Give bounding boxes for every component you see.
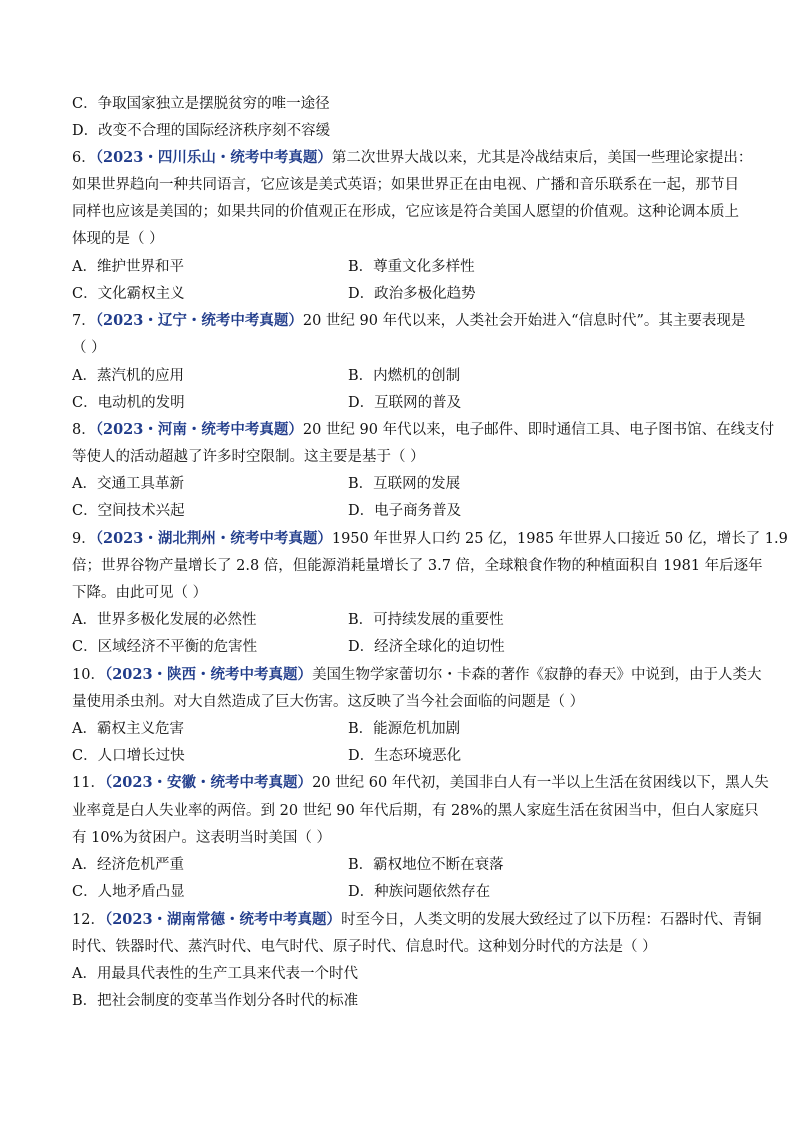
question-number: 10． <box>72 667 105 683</box>
question-11-line2: 业率竟是白人失业率的两倍。到 20 世纪 90 年代后期，有 28%的黑人家庭生活在贫困当中，但白人家庭只 <box>72 803 759 819</box>
question-8-stem <box>72 420 775 440</box>
question-10-stem <box>72 665 762 685</box>
question-6-option-d: D．政治多极化趋势 <box>348 286 476 302</box>
question-9-option-d: D．经济全球化的迫切性 <box>348 639 505 655</box>
question-7-line2: （ ） <box>72 340 106 356</box>
question-11-stem <box>72 773 769 793</box>
question-8-option-a: A．交通工具革新 <box>72 476 184 492</box>
question-10-line2: 量使用杀虫剂。对大自然造成了巨大伤害。这反映了当今社会面临的问题是（ ） <box>72 694 585 710</box>
question-11-option-a: A．经济危机严重 <box>72 857 184 873</box>
question-10-option-a: A．霸权主义危害 <box>72 721 184 737</box>
question-8-option-b: B．互联网的发展 <box>348 476 461 492</box>
question-9-option-c: C．区域经济不平衡的危害性 <box>72 639 258 655</box>
question-7-stem <box>72 311 746 331</box>
question-11-option-c: C．人地矛盾凸显 <box>72 884 185 900</box>
question-8-line2: 等使人的活动超越了许多时空限制。这主要是基于（ ） <box>72 449 425 465</box>
question-number: 7． <box>72 313 96 329</box>
question-9-stem <box>72 529 788 549</box>
question-text: 20 世纪 90 年代以来，人类社会开始进入“信息时代”。其主要表现是 <box>302 313 746 329</box>
question-text: 美国生物学家蕾切尔・卡森的著作《寂静的春天》中说到，由于人类大 <box>312 667 762 683</box>
question-text: 20 世纪 60 年代初，美国非白人有一半以上生活在贫困线以下，黑人失 <box>312 775 769 791</box>
question-10-option-c: C．人口增长过快 <box>72 748 185 764</box>
question-6-option-b: B．尊重文化多样性 <box>348 259 475 275</box>
question-6-line2: 如果世界趋向一种共同语言，它应该是美式英语；如果世界正在由电视、广播和音乐联系在一起，那节目 <box>72 177 739 193</box>
question-12-option-a: A．用最具代表性的生产工具来代表一个时代 <box>72 966 358 982</box>
question-12-option-b: B．把社会制度的变革当作划分各时代的标准 <box>72 993 359 1009</box>
question-number: 9． <box>72 531 96 547</box>
question-number: 6． <box>72 150 96 166</box>
question-6-option-c: C．文化霸权主义 <box>72 286 185 302</box>
question-9-option-a: A．世界多极化发展的必然性 <box>72 612 257 628</box>
prev-option-d: D．改变不合理的国际经济秩序刻不容缓 <box>72 123 331 139</box>
source-tag: （2023・四川乐山・统考中考真题） <box>95 149 332 166</box>
question-9-line3: 下降。由此可见（ ） <box>72 585 208 601</box>
source-tag: （2023・辽宁・统考中考真题） <box>95 312 303 329</box>
question-6-option-a: A．维护世界和平 <box>72 259 184 275</box>
source-tag: （2023・湖北荆州・统考中考真题） <box>95 530 332 547</box>
question-12-line2: 时代、铁器时代、蒸汽时代、电气时代、原子时代、信息时代。这种划分时代的方法是（ ） <box>72 939 657 955</box>
question-11-line3: 有 10%为贫困户。这表明当时美国（ ） <box>72 830 331 846</box>
question-text: 1950 年世界人口约 25 亿，1985 年世界人口接近 50 亿，增长了 1.9 <box>331 531 788 547</box>
question-7-option-a: A．蒸汽机的应用 <box>72 368 184 384</box>
source-tag: （2023・湖南常德・统考中考真题） <box>104 911 342 928</box>
question-number: 11． <box>72 775 105 791</box>
question-text: 时至今日，人类文明的发展大致经过了以下历程：石器时代、青铜 <box>341 912 762 928</box>
question-6-line4: 体现的是（ ） <box>72 231 164 247</box>
prev-option-c: C．争取国家独立是摆脱贫穷的唯一途径 <box>72 96 330 112</box>
question-8-option-d: D．电子商务普及 <box>348 503 462 519</box>
question-6-line3: 同样也应该是美国的；如果共同的价值观正在形成，它应该是符合美国人愿望的价值观。这种论调本质上 <box>72 204 739 220</box>
question-11-option-d: D．种族问题依然存在 <box>348 884 491 900</box>
question-number: 8． <box>72 422 96 438</box>
source-tag: （2023・安徽・统考中考真题） <box>104 774 313 791</box>
question-number: 12． <box>72 912 105 928</box>
question-7-option-b: B．内燃机的创制 <box>348 368 461 384</box>
question-7-option-d: D．互联网的普及 <box>348 395 462 411</box>
question-6-stem <box>72 148 753 168</box>
question-12-stem <box>72 910 762 930</box>
question-11-option-b: B．霸权地位不断在衰落 <box>348 857 504 873</box>
question-9-option-b: B．可持续发展的重要性 <box>348 612 504 628</box>
question-8-option-c: C．空间技术兴起 <box>72 503 185 519</box>
question-10-option-d: D．生态环境恶化 <box>348 748 462 764</box>
question-text: 第二次世界大战以来，尤其是冷战结束后，美国一些理论家提出： <box>331 150 753 166</box>
question-9-line2: 倍；世界谷物产量增长了 2.8 倍，但能源消耗量增长了 3.7 倍，全球粮食作物的种植面积自 1981 年后逐年 <box>72 558 763 574</box>
source-tag: （2023・陕西・统考中考真题） <box>104 666 313 683</box>
question-10-option-b: B．能源危机加剧 <box>348 721 461 737</box>
question-text: 20 世纪 90 年代以来，电子邮件、即时通信工具、电子图书馆、在线支付 <box>302 422 775 438</box>
question-7-option-c: C．电动机的发明 <box>72 395 185 411</box>
source-tag: （2023・河南・统考中考真题） <box>95 421 303 438</box>
